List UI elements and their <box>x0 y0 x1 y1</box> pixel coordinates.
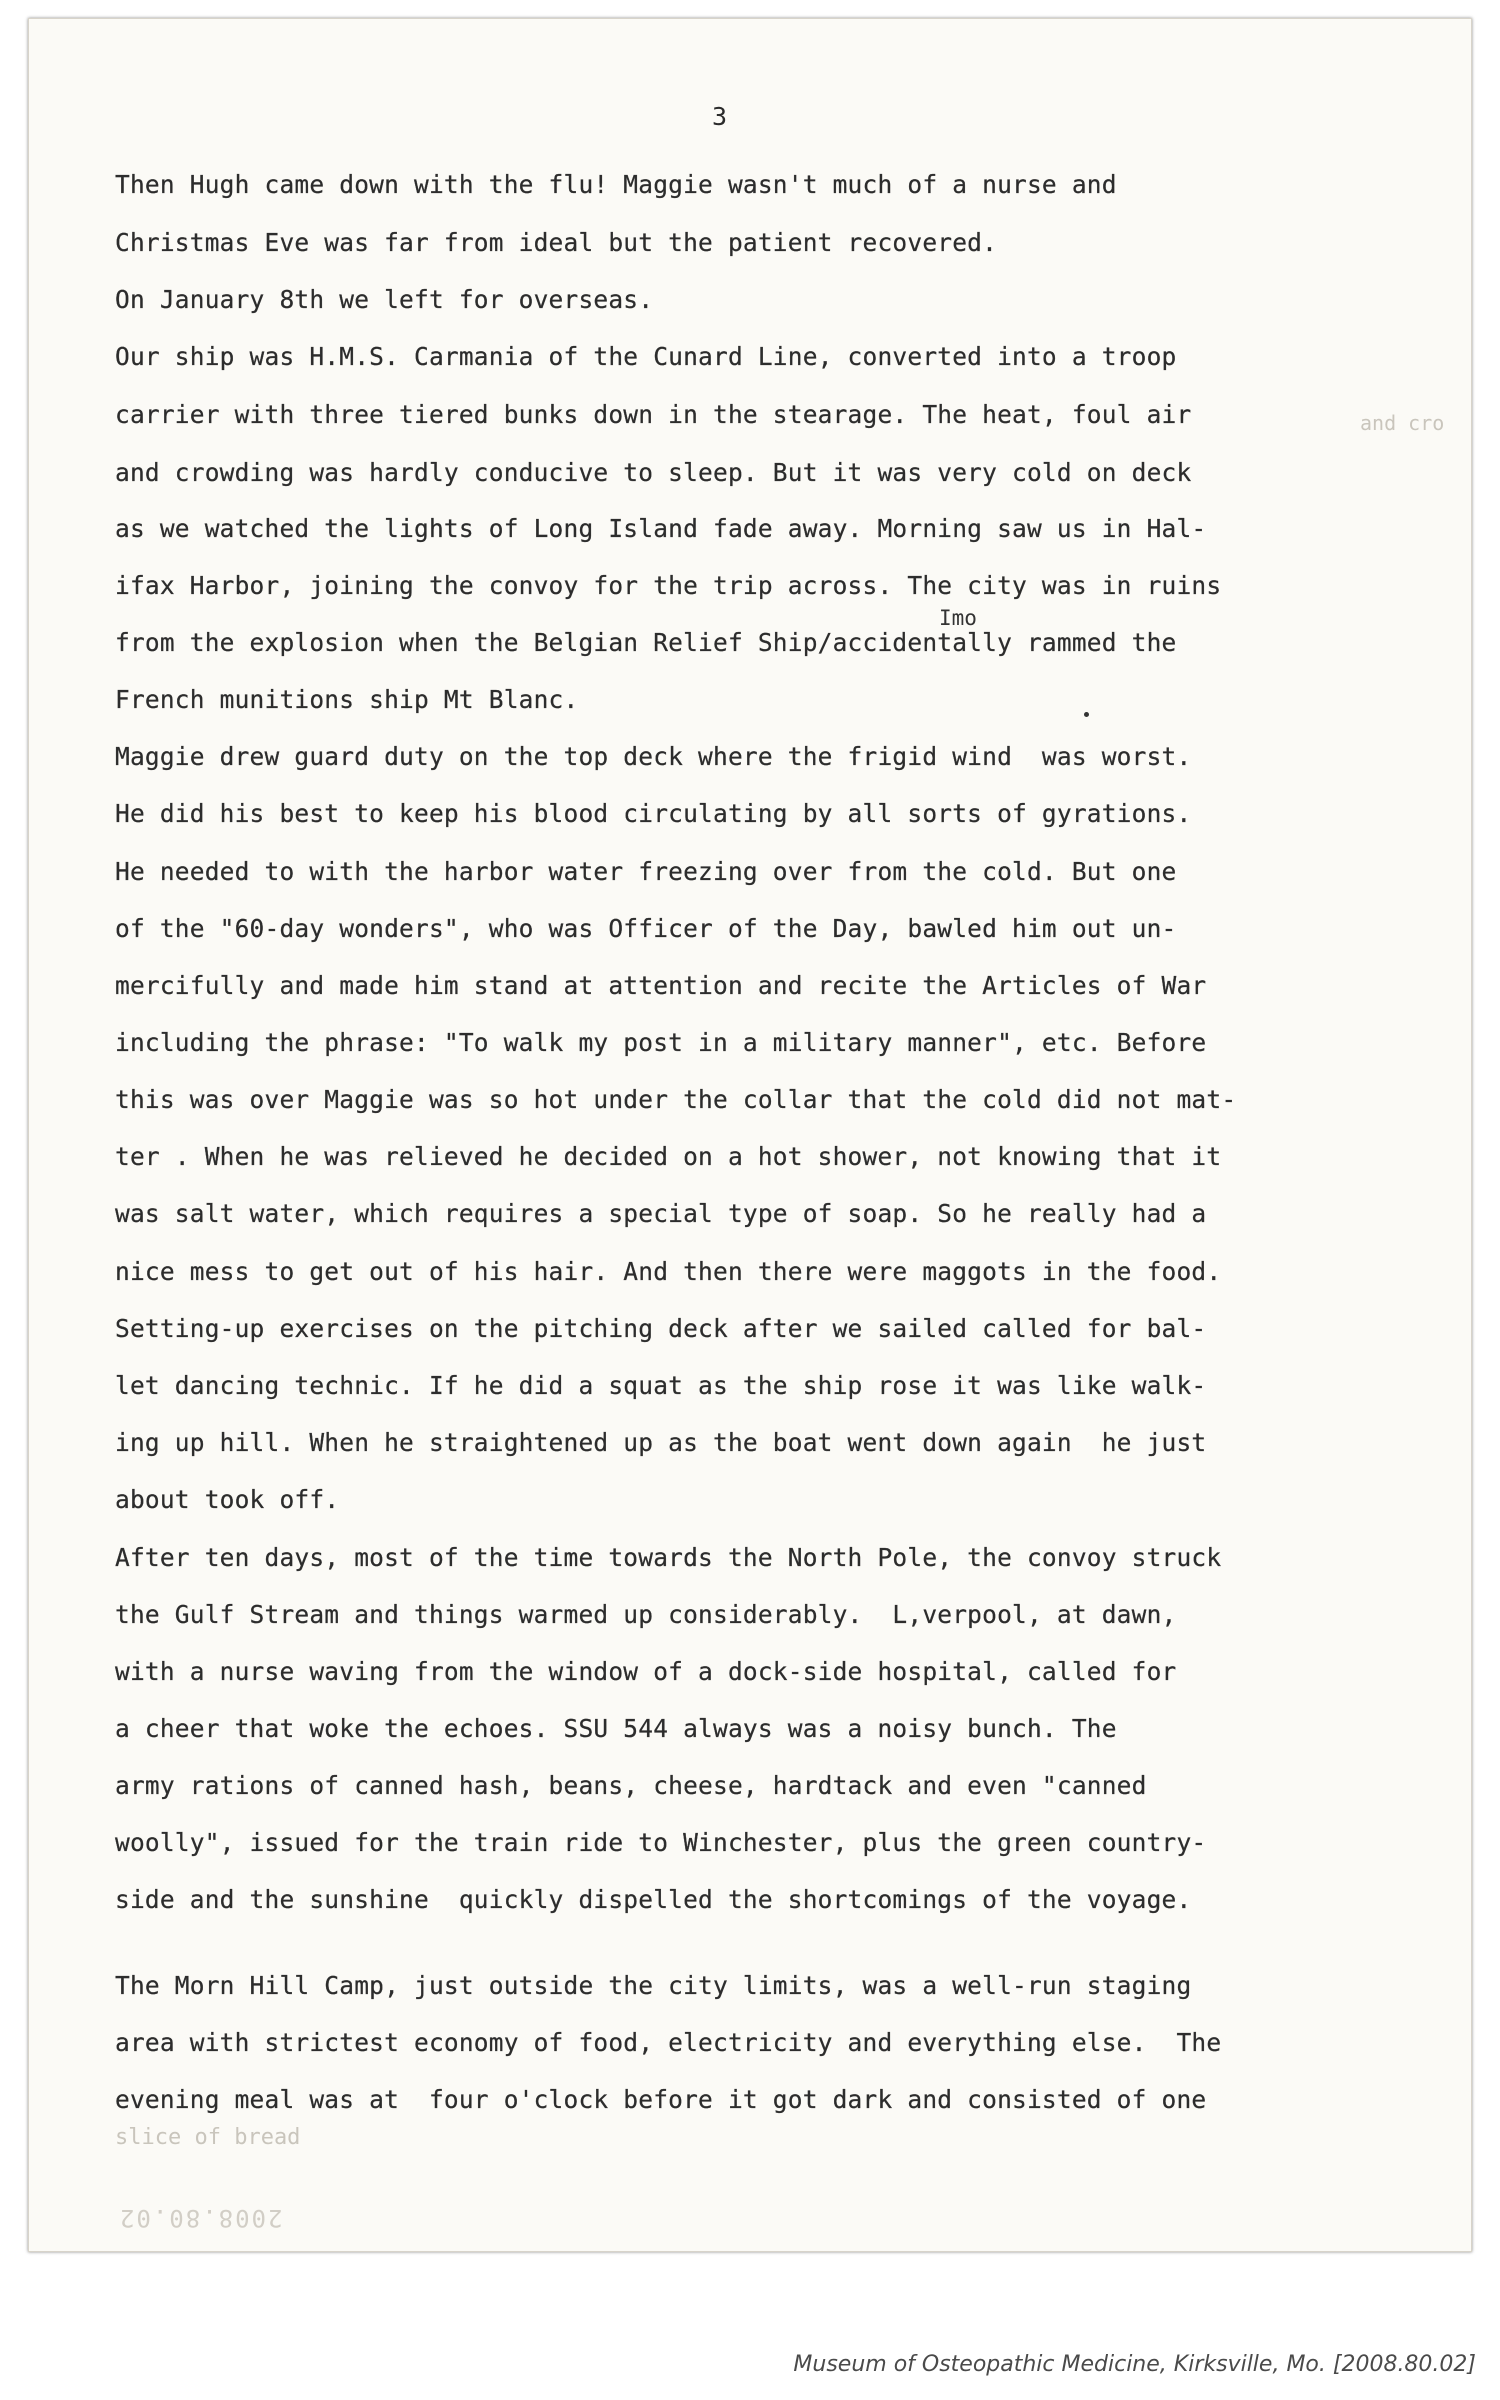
text-line: a cheer that woke the echoes. SSU 544 always was a noisy bunch. The <box>115 1714 1117 1743</box>
text-line: about took off. <box>115 1485 340 1514</box>
text-line: of the "60-day wonders", who was Officer of the Day, bawled him out un- <box>115 914 1177 943</box>
text-line: this was over Maggie was so hot under the collar that the cold did not mat- <box>115 1085 1237 1114</box>
text-line: He did his best to keep his blood circulating by all sorts of gyrations. <box>115 799 1192 828</box>
text-line: evening meal was at four o'clock before it got dark and consisted of one <box>115 2085 1207 2114</box>
text-line: including the phrase: "To walk my post in a military manner", etc. Before <box>115 1028 1207 1057</box>
accession-number-stamp: 2008.80.02 <box>118 2204 283 2232</box>
text-line: After ten days, most of the time towards the North Pole, the convoy struck <box>115 1543 1222 1572</box>
text-line: army rations of canned hash, beans, cheese, hardtack and even "canned <box>115 1771 1147 1800</box>
bleed-through-text-bottom: slice of bread <box>115 2125 301 2150</box>
text-line: nice mess to get out of his hair. And then there were maggots in the food. <box>115 1257 1222 1286</box>
text-line: ter . When he was relieved he decided on a hot shower, not knowing that it <box>115 1142 1222 1171</box>
image-caption: Museum of Osteopathic Medicine, Kirksville, Mo. [2008.80.02] <box>793 2352 1476 2377</box>
text-line: with a nurse waving from the window of a dock-side hospital, called for <box>115 1657 1177 1686</box>
text-line: side and the sunshine quickly dispelled the shortcomings of the voyage. <box>115 1885 1192 1914</box>
text-line: and crowding was hardly conducive to sleep. But it was very cold on deck <box>115 458 1192 487</box>
interlinear-insertion: Imo <box>939 606 977 630</box>
text-line: as we watched the lights of Long Island fade away. Morning saw us in Hal- <box>115 514 1207 543</box>
text-line: was salt water, which requires a special type of soap. So he really had a <box>115 1199 1207 1228</box>
text-line: from the explosion when the Belgian Relief Ship/accidentally rammed the <box>115 628 1177 657</box>
text-line: ifax Harbor, joining the convoy for the trip across. The city was in ruins <box>115 571 1222 600</box>
text-line: French munitions ship Mt Blanc. <box>115 685 579 714</box>
text-line: Our ship was H.M.S. Carmania of the Cunard Line, converted into a troop <box>115 342 1177 371</box>
text-line: let dancing technic. If he did a squat as the ship rose it was like walk- <box>115 1371 1207 1400</box>
ink-speck <box>1084 712 1089 717</box>
page-number: 3 <box>712 102 728 131</box>
text-line: carrier with three tiered bunks down in the stearage. The heat, foul air <box>115 400 1192 429</box>
text-line: the Gulf Stream and things warmed up considerably. L,verpool, at dawn, <box>115 1600 1177 1629</box>
text-line: mercifully and made him stand at attention and recite the Articles of War <box>115 971 1207 1000</box>
text-line: woolly", issued for the train ride to Winchester, plus the green country- <box>115 1828 1207 1857</box>
text-line: Maggie drew guard duty on the top deck where the frigid wind was worst. <box>115 742 1192 771</box>
text-line: The Morn Hill Camp, just outside the city limits, was a well-run staging <box>115 1971 1192 2000</box>
text-line: Christmas Eve was far from ideal but the patient recovered. <box>115 228 998 257</box>
text-line: Then Hugh came down with the flu! Maggie wasn't much of a nurse and <box>115 170 1117 199</box>
text-line: Setting-up exercises on the pitching deck after we sailed called for bal- <box>115 1314 1207 1343</box>
text-line: On January 8th we left for overseas. <box>115 285 654 314</box>
text-line: He needed to with the harbor water freezing over from the cold. But one <box>115 857 1177 886</box>
text-line: ing up hill. When he straightened up as the boat went down again he just <box>115 1428 1207 1457</box>
bleed-through-text-right: and cro <box>1360 411 1445 435</box>
text-line: area with strictest economy of food, electricity and everything else. The <box>115 2028 1222 2057</box>
